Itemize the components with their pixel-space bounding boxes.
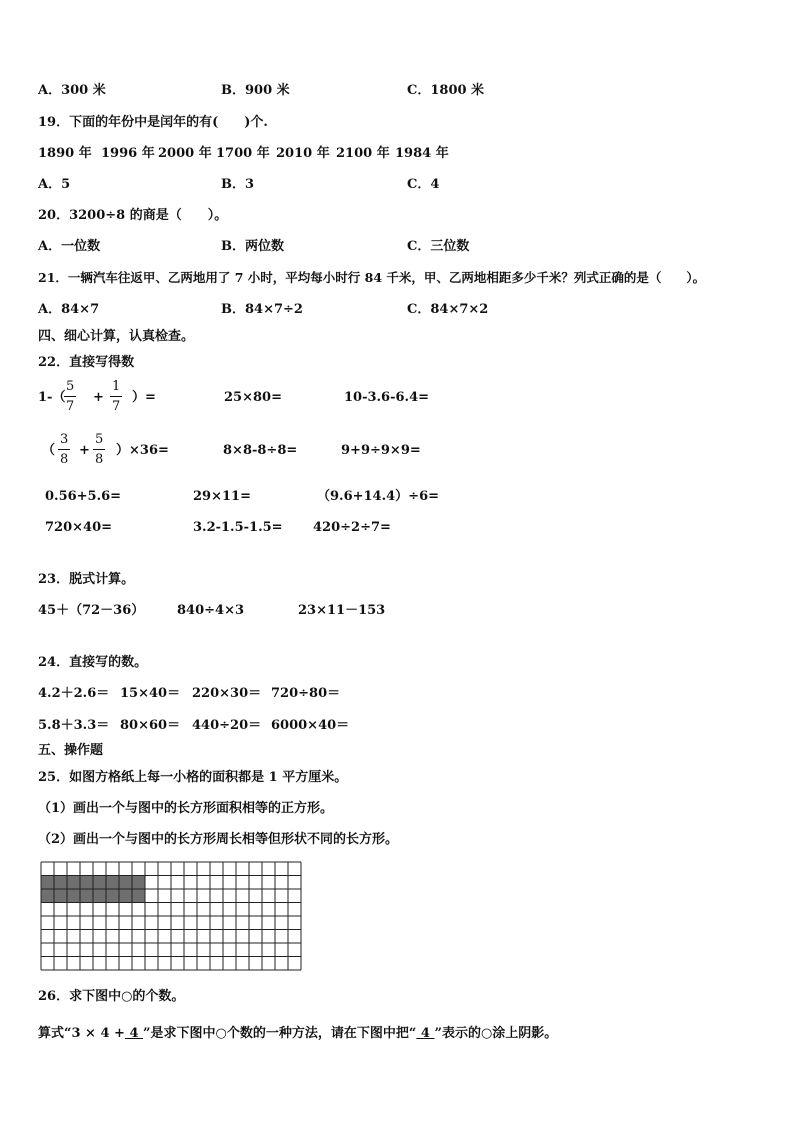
q24-r2-2: 80×60＝ bbox=[120, 718, 181, 733]
q23-expr-a: 45＋（72－36） bbox=[38, 603, 145, 618]
q21-option-b: B．84×7÷2 bbox=[221, 302, 303, 317]
q25-stem: 25．如图方格纸上每一小格的面积都是 1 平方厘米。 bbox=[38, 770, 348, 785]
q19-stem: 19．下面的年份中是闰年的有( )个. bbox=[38, 115, 268, 130]
q19-year-7: 1984 年 bbox=[395, 146, 449, 161]
q22-r3-a: 0.56+5.6= bbox=[45, 489, 122, 504]
q22-r4-c: 420÷2÷7= bbox=[313, 520, 391, 535]
grid-paper[interactable] bbox=[40, 861, 300, 969]
q22-r3-c: （9.6+14.4）÷6= bbox=[317, 489, 440, 504]
q22-r1-plus: + bbox=[93, 390, 104, 405]
q19-year-3: 2000 年 bbox=[158, 146, 212, 161]
q26-text-mid: ”是求下图中○个数的一种方法，请在下图中把“ bbox=[143, 1026, 417, 1041]
q22-r2-fraction-2 bbox=[93, 433, 105, 466]
q21-option-c: C．84×7×2 bbox=[407, 302, 489, 317]
q23-expr-b: 840÷4×3 bbox=[177, 603, 245, 618]
q22-r2-prefix: （ bbox=[42, 443, 56, 458]
q26-text-post: ”表示的○涂上阴影。 bbox=[434, 1026, 558, 1041]
q23-stem: 23．脱式计算。 bbox=[38, 572, 135, 587]
q19-year-5: 2010 年 bbox=[276, 146, 330, 161]
q22-r2-b: 8×8-8÷8= bbox=[223, 443, 298, 458]
q22-r4-b: 3.2-1.5-1.5= bbox=[193, 520, 283, 535]
q18-option-a: A．300 米 bbox=[38, 83, 106, 98]
q22-r2-plus: + bbox=[79, 443, 90, 458]
q22-r1-fraction-2 bbox=[110, 380, 122, 413]
section-4-heading: 四、细心计算，认真检查。 bbox=[38, 329, 195, 344]
q24-r1-4: 720÷80＝ bbox=[271, 686, 341, 701]
q26-description bbox=[38, 1027, 557, 1040]
q22-r3-b: 29×11= bbox=[193, 489, 251, 504]
q26-text-pre: 算式“3 × 4 + bbox=[38, 1026, 125, 1041]
q22-stem: 22．直接写得数 bbox=[38, 355, 135, 370]
q24-r2-1: 5.8＋3.3＝ bbox=[38, 718, 110, 733]
q19-year-4: 1700 年 bbox=[216, 146, 270, 161]
q19-option-c: C．4 bbox=[407, 177, 440, 192]
q19-year-6: 2100 年 bbox=[336, 146, 390, 161]
q24-r2-3: 440÷20＝ bbox=[192, 718, 262, 733]
grid-paper-svg bbox=[40, 861, 302, 971]
q24-r1-3: 220×30＝ bbox=[192, 686, 262, 701]
q26-underlined-4-b: 4 bbox=[416, 1026, 435, 1041]
q26-stem: 26．求下图中○的个数。 bbox=[38, 989, 185, 1004]
q22-r2-c: 9+9÷9×9= bbox=[341, 443, 421, 458]
q25-part-1: （1）画出一个与图中的长方形面积相等的正方形。 bbox=[38, 801, 334, 816]
q22-r1-suffix: ）= bbox=[132, 390, 156, 405]
fraction-denominator: 8 bbox=[60, 452, 69, 467]
q25-part-2: （2）画出一个与图中的长方形周长相等但形状不同的长方形。 bbox=[38, 832, 399, 847]
q23-expr-c: 23×11－153 bbox=[298, 603, 386, 618]
fraction-denominator: 8 bbox=[95, 452, 104, 467]
q19-year-1: 1890 年 bbox=[38, 146, 92, 161]
q20-stem: 20．3200÷8 的商是（ ）。 bbox=[38, 208, 228, 223]
q24-r2-4: 6000×40＝ bbox=[271, 718, 350, 733]
q19-option-a: A．5 bbox=[38, 177, 71, 192]
fraction-numerator: 1 bbox=[112, 379, 121, 394]
fraction-numerator: 5 bbox=[66, 379, 75, 394]
q20-option-c: C．三位数 bbox=[407, 239, 470, 254]
q26-underlined-4-a: 4 bbox=[124, 1026, 144, 1041]
q19-option-b: B．3 bbox=[221, 177, 255, 192]
q21-option-a: A．84×7 bbox=[38, 302, 100, 317]
q22-r1-c: 10-3.6-6.4= bbox=[344, 390, 430, 405]
q24-r1-1: 4.2＋2.6＝ bbox=[38, 686, 110, 701]
q18-option-c: C．1800 米 bbox=[407, 83, 485, 98]
q20-option-a: A．一位数 bbox=[38, 239, 101, 254]
q22-r4-a: 720×40= bbox=[45, 520, 113, 535]
q22-r1-fraction-1 bbox=[64, 380, 76, 413]
q18-option-b: B．900 米 bbox=[221, 83, 290, 98]
fraction-denominator: 7 bbox=[112, 399, 121, 414]
q21-stem: 21．一辆汽车往返甲、乙两地用了 7 小时，平均每小时行 84 千米，甲、乙两地相距多少千米？列式正确的是（ ）。 bbox=[38, 270, 706, 285]
fraction-numerator: 5 bbox=[95, 432, 104, 447]
q24-r1-2: 15×40＝ bbox=[120, 686, 181, 701]
q22-r2-fraction-1 bbox=[58, 433, 70, 466]
fraction-numerator: 3 bbox=[60, 432, 69, 447]
q24-stem: 24．直接写的数。 bbox=[38, 655, 148, 670]
q22-r1-prefix: 1-（ bbox=[38, 390, 66, 405]
grid-lines bbox=[41, 862, 301, 970]
q22-r2-suffix: ）×36= bbox=[116, 443, 169, 458]
q20-option-b: B．两位数 bbox=[221, 239, 284, 254]
q22-r1-b: 25×80= bbox=[224, 390, 282, 405]
fraction-denominator: 7 bbox=[66, 399, 75, 414]
section-5-heading: 五、操作题 bbox=[38, 743, 104, 758]
q19-year-2: 1996 年 bbox=[101, 146, 155, 161]
